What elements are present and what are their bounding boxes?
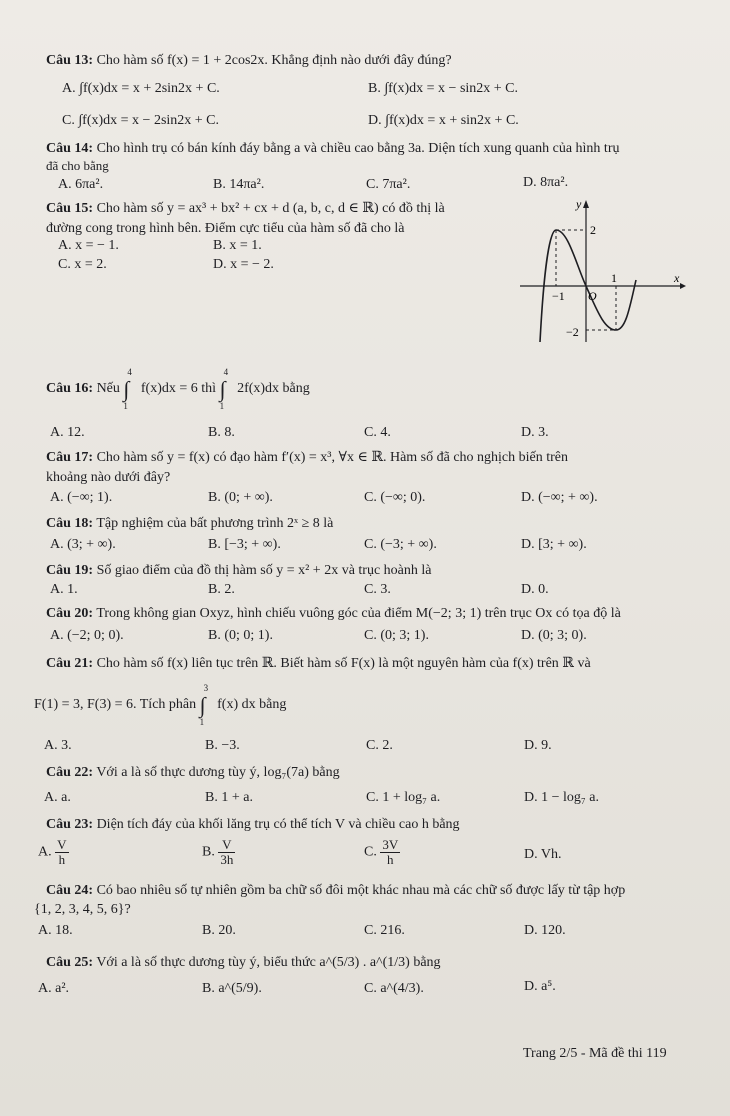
question-text: Tập nghiệm của bất phương trình 2ˣ ≥ 8 là [96, 516, 334, 531]
question-text: Diện tích đáy của khối lăng trụ có thể tích V và chiều cao h bằng [96, 817, 460, 832]
option-d: D. 120. [524, 923, 566, 938]
denominator: 3h [220, 852, 234, 867]
option-label: A. [38, 844, 52, 860]
question-20 [46, 605, 621, 622]
option-b: B. ∫f(x)dx = x − sin2x + C. [368, 81, 519, 96]
option-d: D. [3; + ∞). [521, 537, 587, 552]
option-c: C. 4. [364, 425, 391, 440]
option-c: C. (0; 3; 1). [364, 628, 429, 643]
question-number: Câu 17: [46, 450, 94, 465]
integral-2 [219, 367, 234, 411]
fraction [380, 838, 400, 867]
lower-bound: 1 [219, 401, 225, 411]
option-c: C. a^(4/3). [364, 981, 424, 996]
option-b [202, 838, 235, 867]
question-text: Với a là số thực dương tùy ý, log₇(7a) bằng [96, 765, 340, 780]
question-22 [46, 764, 340, 781]
option-b: B. −3. [205, 738, 240, 753]
option-a: A. 12. [50, 425, 85, 440]
tick-label-1: 1 [611, 271, 617, 285]
option-label: C. [364, 844, 377, 860]
option-b: B. 14πa². [213, 177, 265, 192]
option-d: D. (−∞; + ∞). [521, 490, 598, 505]
question-text: Trong không gian Oxyz, hình chiếu vuông góc của điểm M(−2; 3; 1) trên trục Ox có tọa độ là [96, 606, 621, 621]
option-c: C. (−3; + ∞). [364, 537, 437, 552]
option-d: D. 1 − log₇ a. [524, 790, 599, 805]
option-d: D. ∫f(x)dx = x + sin2x + C. [368, 113, 519, 128]
numerator: 3V [382, 837, 399, 852]
question-text: Nếu [96, 381, 120, 396]
question-text: Cho hình trụ có bán kính đáy bằng a và chiều cao bằng 3a. Diện tích xung quanh của hình trụ [96, 141, 620, 156]
question-15 [46, 200, 516, 217]
question-23 [46, 816, 460, 833]
y-axis-arrow [583, 200, 589, 208]
question-19 [46, 562, 432, 579]
question-text: Số giao điểm của đồ thị hàm số y = x² + 2x và trục hoành là [96, 563, 432, 578]
option-d: D. a⁵. [524, 979, 556, 994]
x-axis-arrow [680, 283, 686, 289]
question-number: Câu 22: [46, 765, 94, 780]
integral-body: f(x) dx bằng [217, 697, 287, 712]
numerator: V [218, 838, 235, 853]
y-label: y [576, 197, 582, 211]
denominator: h [58, 852, 66, 867]
question-number: Câu 24: [46, 883, 94, 898]
integral-1 [123, 367, 137, 411]
upper-bound: 4 [223, 367, 229, 377]
question-text: Với a là số thực dương tùy ý, biểu thức a^(5/3) . a^(1/3) bằng [96, 955, 441, 970]
integral-body: f(x)dx = 6 thì [140, 381, 217, 396]
option-b: B. a^(5/9). [202, 981, 262, 996]
lower-bound: 1 [123, 401, 128, 411]
question-text-cont [34, 683, 287, 727]
question-number: Câu 21: [46, 656, 94, 671]
option-c: C. 216. [364, 923, 405, 938]
integral-body: 2f(x)dx bằng [237, 381, 310, 396]
option-c: C. x = 2. [58, 257, 107, 272]
option-a: A. 18. [38, 923, 73, 938]
question-text: Có bao nhiêu số tự nhiên gồm ba chữ số đôi một khác nhau mà các chữ số được lấy từ tập hợp [96, 883, 626, 898]
option-a: A. (−∞; 1). [50, 490, 113, 505]
question-number: Câu 18: [46, 516, 94, 531]
option-c: C. 3. [364, 582, 391, 597]
question-text: Cho hàm số f(x) = 1 + 2cos2x. Khẳng định nào dưới đây đúng? [96, 53, 452, 68]
question-18 [46, 515, 333, 532]
question-text-cont: đã cho bằng [46, 158, 109, 173]
question-text-cont: {1, 2, 3, 4, 5, 6}? [34, 902, 131, 917]
option-label: B. [202, 844, 215, 860]
option-d: D. 3. [521, 425, 549, 440]
option-d: D. x = − 2. [213, 257, 274, 272]
tick-label-minus1: −1 [552, 289, 565, 303]
question-number: Câu 19: [46, 563, 94, 578]
option-d: D. 9. [524, 738, 552, 753]
origin-label: O [588, 289, 597, 303]
option-a: A. 1. [50, 582, 78, 597]
numerator: V [57, 837, 67, 852]
option-a: A. a². [38, 981, 70, 996]
option-a: A. (−2; 0; 0). [50, 628, 124, 643]
page-footer: Trang 2/5 - Mã đề thi 119 [523, 1046, 667, 1061]
option-b: B. (0; 0; 1). [208, 628, 273, 643]
question-16 [46, 367, 310, 420]
cubic-graph [516, 196, 686, 346]
option-c: C. 2. [366, 738, 393, 753]
question-14 [46, 140, 619, 157]
option-b: B. x = 1. [213, 238, 262, 253]
option-c: C. 7πa². [366, 177, 411, 192]
denominator: h [387, 852, 394, 867]
upper-bound: 4 [127, 367, 132, 377]
option-b: B. 2. [208, 582, 235, 597]
question-number: Câu 16: [46, 381, 94, 396]
question-number: Câu 15: [46, 201, 94, 216]
option-b: B. (0; + ∞). [208, 490, 273, 505]
question-text: F(1) = 3, F(3) = 6. Tích phân [34, 697, 197, 712]
upper-bound: 3 [203, 683, 209, 693]
fraction [55, 838, 68, 867]
integral-sign: ∫ [123, 376, 130, 402]
question-text: Cho hàm số f(x) liên tục trên ℝ. Biết hàm số F(x) là một nguyên hàm của f(x) trên ℝ và [96, 656, 591, 671]
lower-bound: 1 [199, 717, 205, 727]
x-label: x [674, 271, 680, 285]
option-a: A. ∫f(x)dx = x + 2sin2x + C. [62, 81, 220, 96]
question-text-cont: đường cong trong hình bên. Điểm cực tiểu của hàm số đã cho là [46, 221, 405, 236]
option-c: C. 1 + log₇ a. [366, 790, 441, 805]
tick-label-minus2: −2 [566, 325, 579, 339]
option-a: A. 3. [44, 738, 72, 753]
question-number: Câu 20: [46, 606, 94, 621]
option-c [364, 838, 400, 867]
option-d: D. 0. [521, 582, 549, 597]
integral [199, 683, 214, 727]
option-a: A. a. [44, 790, 71, 805]
option-b: B. 8. [208, 425, 235, 440]
question-number: Câu 25: [46, 955, 94, 970]
integral-sign: ∫ [199, 692, 206, 718]
question-number: Câu 14: [46, 141, 94, 156]
option-d: D. (0; 3; 0). [521, 628, 587, 643]
option-a: A. x = − 1. [58, 238, 119, 253]
question-text-cont: khoảng nào dưới đây? [46, 470, 171, 485]
option-b: B. 1 + a. [205, 790, 253, 805]
option-c: C. (−∞; 0). [364, 490, 426, 505]
question-number: Câu 13: [46, 53, 94, 68]
option-a [38, 838, 69, 867]
question-24 [46, 882, 625, 899]
question-text: Cho hàm số y = f(x) có đạo hàm f′(x) = x³, ∀x ∈ ℝ. Hàm số đã cho nghịch biến trên [96, 450, 569, 465]
option-a: A. (3; + ∞). [50, 537, 116, 552]
option-b: B. 20. [202, 923, 236, 938]
question-text: Cho hàm số y = ax³ + bx² + cx + d (a, b, c, d ∈ ℝ) có đồ thị là [96, 201, 445, 216]
integral-sign: ∫ [219, 376, 226, 402]
question-number: Câu 23: [46, 817, 94, 832]
question-17 [46, 449, 568, 466]
option-c: C. ∫f(x)dx = x − 2sin2x + C. [62, 113, 220, 128]
option-a: A. 6πa². [58, 177, 104, 192]
question-21 [46, 655, 591, 672]
option-b: B. [−3; + ∞). [208, 537, 281, 552]
option-d: D. 8πa². [523, 175, 569, 190]
question-13 [46, 52, 452, 69]
fraction [218, 838, 235, 867]
tick-label-2: 2 [590, 223, 596, 237]
option-d: D. Vh. [524, 847, 562, 862]
question-25 [46, 954, 441, 971]
